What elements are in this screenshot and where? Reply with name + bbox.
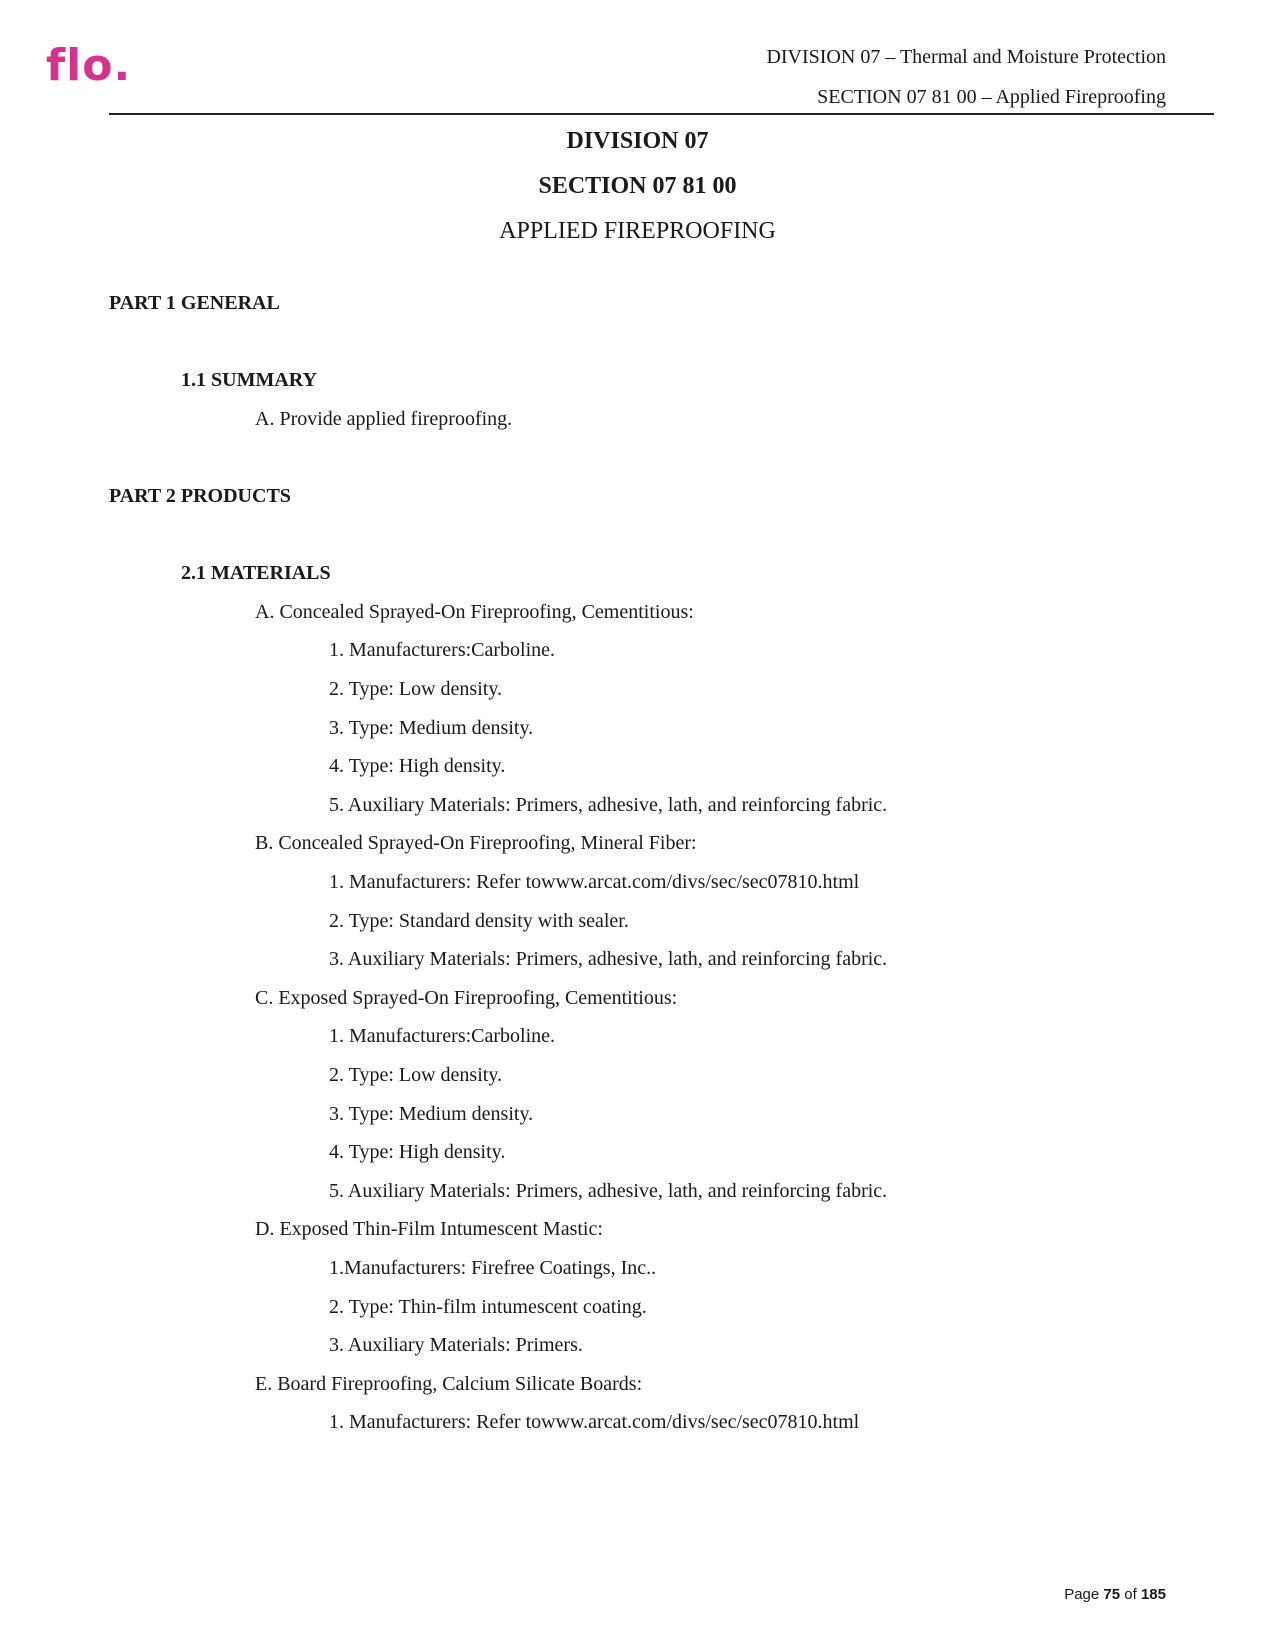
material-b-item: 3. Auxiliary Materials: Primers, adhesive, lath, and reinforcing fabric. — [329, 948, 888, 970]
header-rule — [109, 113, 1214, 115]
material-c-item: 4. Type: High density. — [329, 1141, 506, 1163]
summary-heading: 1.1 SUMMARY — [181, 369, 317, 391]
title-division: DIVISION 07 — [566, 128, 709, 154]
material-a-item: 5. Auxiliary Materials: Primers, adhesive, lath, and reinforcing fabric. — [329, 794, 888, 816]
page-prefix: Page — [1064, 1586, 1100, 1603]
page-current: 75 — [1103, 1586, 1121, 1603]
material-c-title: C. Exposed Sprayed-On Fireproofing, Cementitious: — [255, 987, 678, 1009]
material-b-item: 2. Type: Standard density with sealer. — [329, 910, 629, 932]
title-name: APPLIED FIREPROOFING — [499, 218, 776, 244]
materials-heading: 2.1 MATERIALS — [181, 562, 331, 584]
material-a-item: 2. Type: Low density. — [329, 678, 503, 700]
material-e-item: 1. Manufacturers: Refer towww.arcat.com/divs/sec/sec07810.html — [329, 1411, 860, 1433]
page-total: 185 — [1140, 1586, 1166, 1603]
material-c-item: 2. Type: Low density. — [329, 1064, 503, 1086]
material-d-title: D. Exposed Thin-Film Intumescent Mastic: — [255, 1218, 603, 1240]
flo-logo: flo. — [46, 40, 132, 91]
material-b-title: B. Concealed Sprayed-On Fireproofing, Mineral Fiber: — [255, 832, 697, 854]
title-section: SECTION 07 81 00 — [538, 173, 737, 199]
material-a-title: A. Concealed Sprayed-On Fireproofing, Cementitious: — [255, 601, 694, 623]
page-number — [1064, 1586, 1166, 1603]
part1-heading: PART 1 GENERAL — [109, 292, 280, 314]
summary-item-a: A. Provide applied fireproofing. — [255, 408, 513, 430]
material-c-item: 1. Manufacturers:Carboline. — [329, 1025, 556, 1047]
header-section: SECTION 07 81 00 – Applied Fireproofing — [817, 86, 1166, 108]
material-e-title: E. Board Fireproofing, Calcium Silicate Boards: — [255, 1373, 643, 1395]
material-d-item: 1.Manufacturers: Firefree Coatings, Inc.. — [329, 1257, 657, 1279]
material-d-item: 3. Auxiliary Materials: Primers. — [329, 1334, 583, 1356]
material-c-item: 3. Type: Medium density. — [329, 1103, 534, 1125]
part2-heading: PART 2 PRODUCTS — [109, 485, 291, 507]
page-of: of — [1124, 1586, 1137, 1603]
material-c-item: 5. Auxiliary Materials: Primers, adhesive, lath, and reinforcing fabric. — [329, 1180, 888, 1202]
material-a-item: 1. Manufacturers:Carboline. — [329, 639, 556, 661]
material-a-item: 4. Type: High density. — [329, 755, 506, 777]
material-a-item: 3. Type: Medium density. — [329, 717, 534, 739]
material-d-item: 2. Type: Thin-film intumescent coating. — [329, 1296, 647, 1318]
material-b-item: 1. Manufacturers: Refer towww.arcat.com/divs/sec/sec07810.html — [329, 871, 860, 893]
header-division: DIVISION 07 – Thermal and Moisture Protection — [766, 46, 1166, 68]
